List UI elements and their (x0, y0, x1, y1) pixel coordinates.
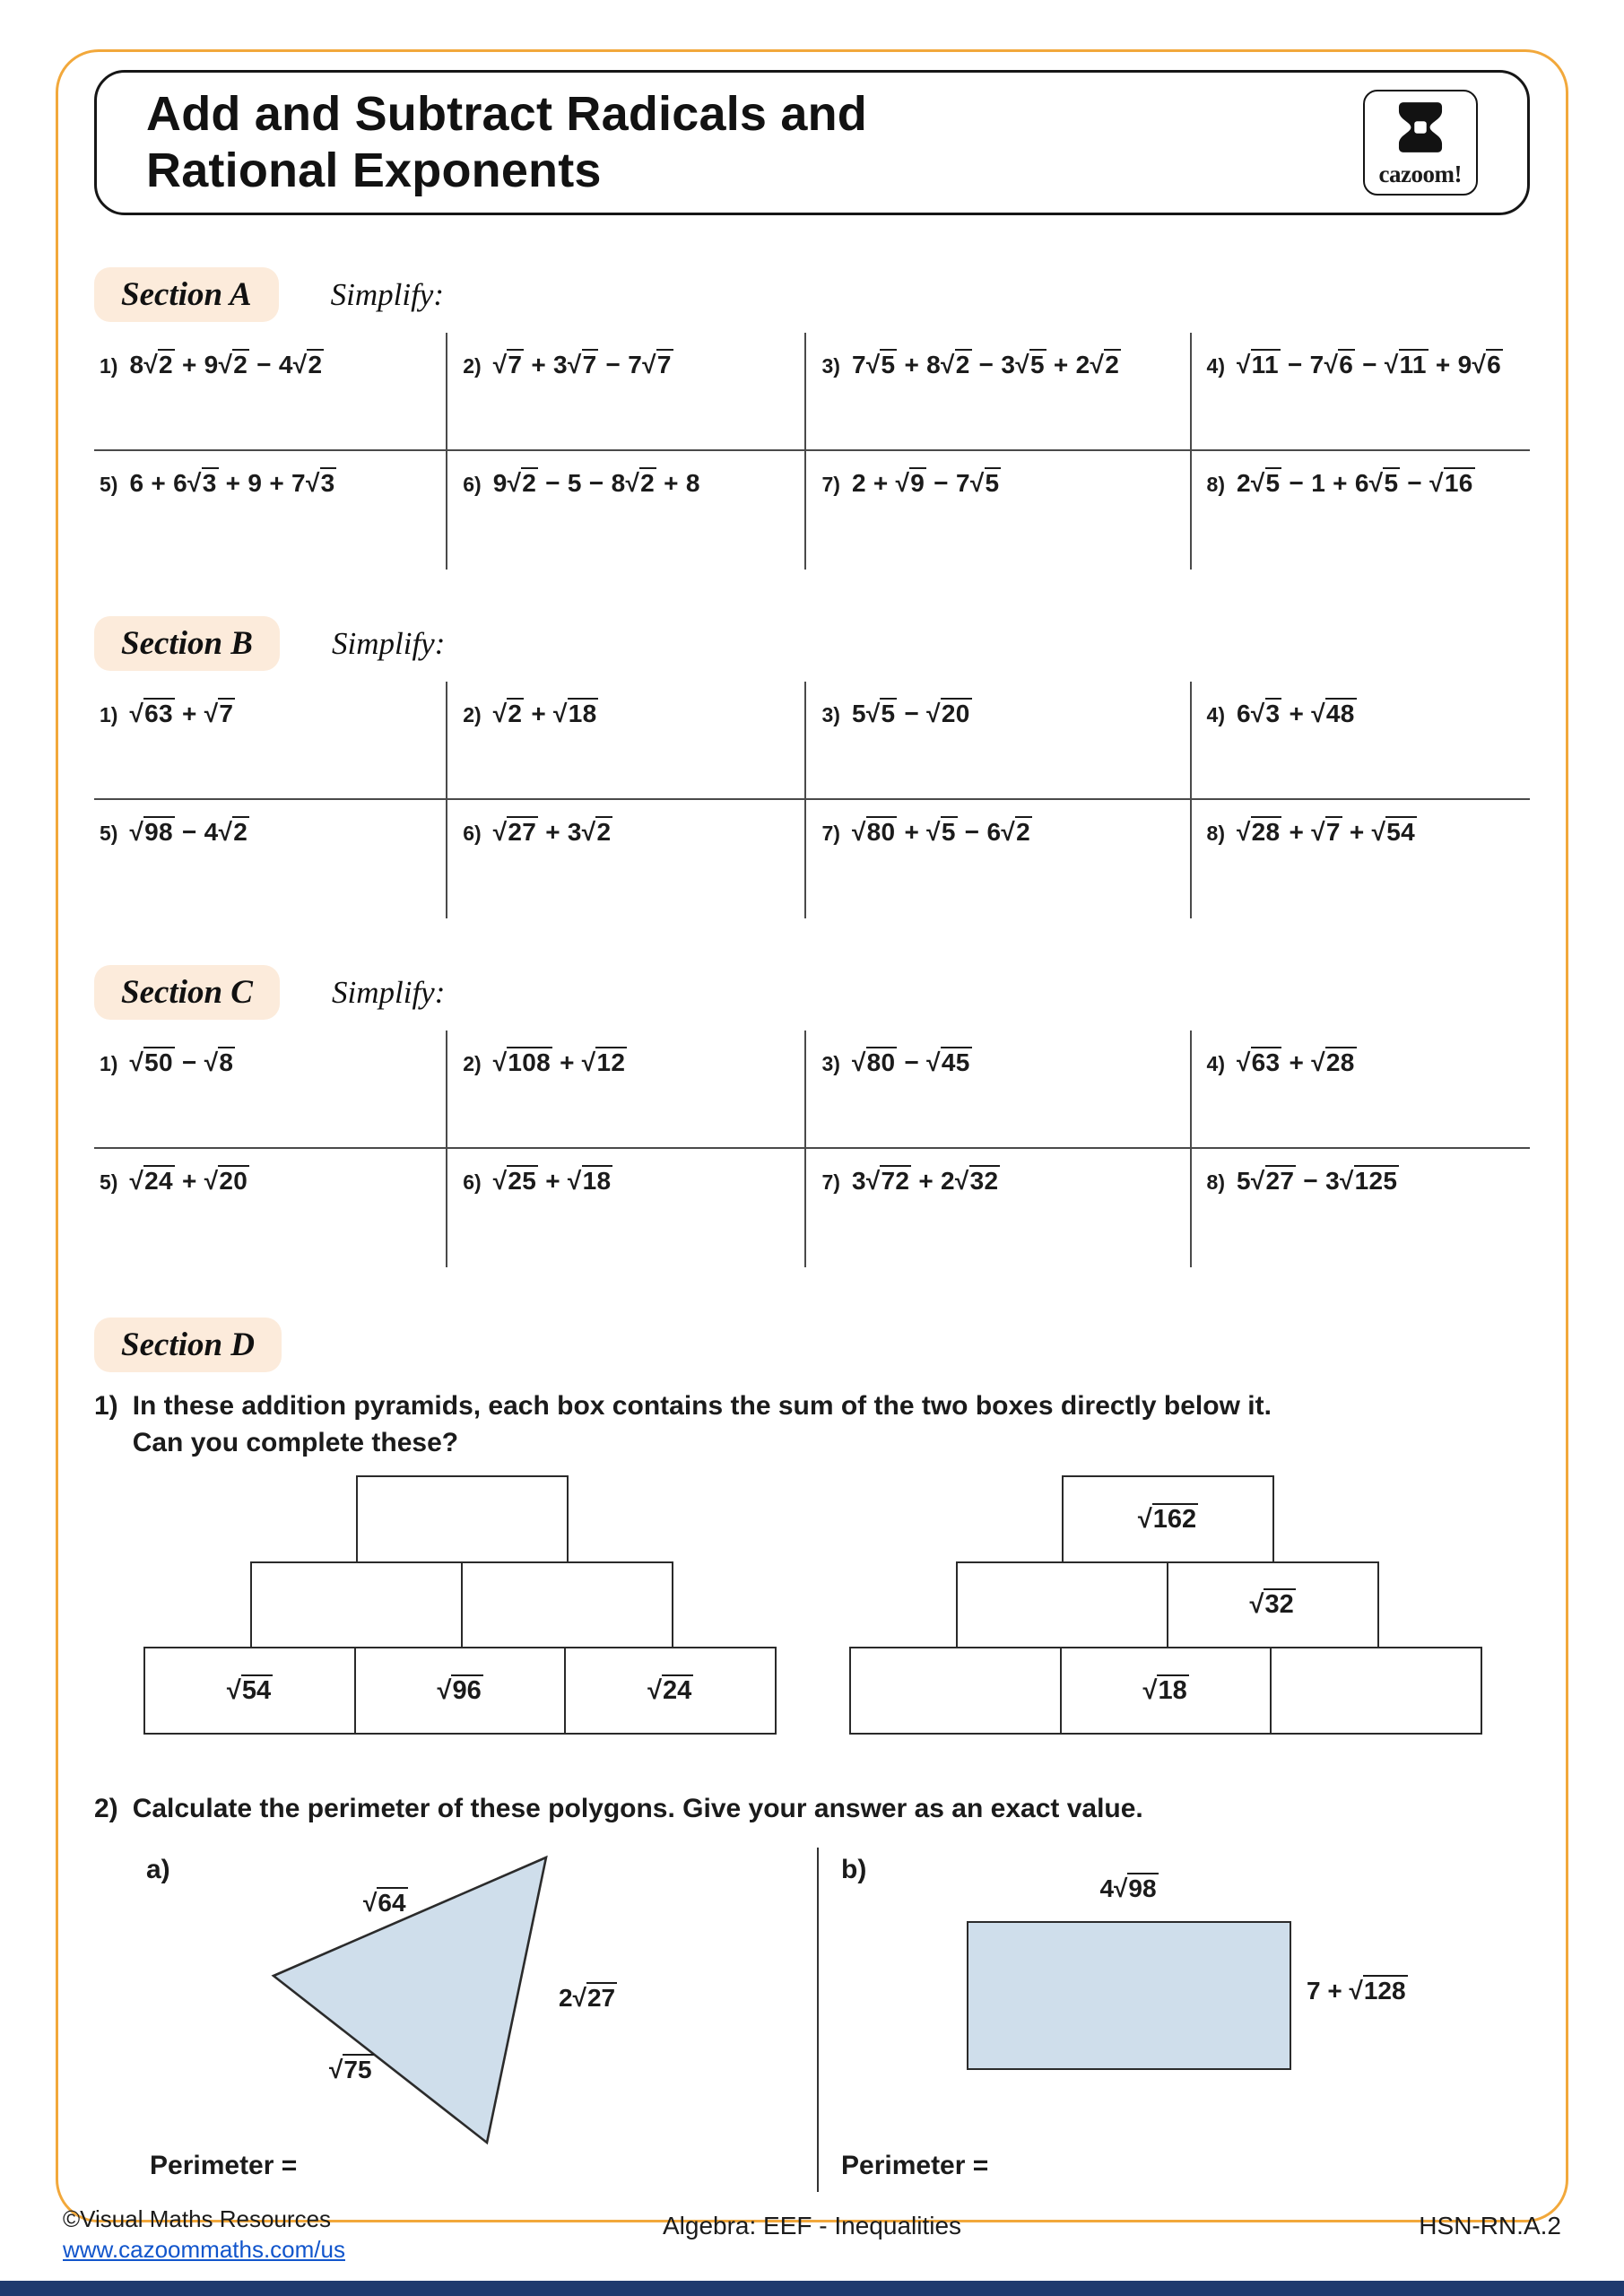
problem-b-4 (1190, 682, 1530, 800)
problem-a-8 (1190, 451, 1530, 570)
pyramid-right-bottom-box-3 (1270, 1647, 1482, 1735)
problem-expression: √108 + √12 (492, 1048, 626, 1076)
sqrt-radical: √32 (954, 1167, 999, 1195)
sqrt-radical: √7 (492, 351, 523, 378)
section-b-instruction: Simplify: (332, 626, 446, 661)
pyramid-left-bottom-box-1 (143, 1647, 356, 1735)
problem-number: 1) (100, 703, 118, 726)
problem-number: 7) (821, 822, 840, 845)
question-2 (94, 1791, 1530, 1828)
sqrt-radical: √80 (851, 1048, 896, 1076)
problem-b-1 (94, 682, 446, 800)
problem-c-4 (1190, 1031, 1530, 1149)
sqrt-radical: √2 (507, 469, 537, 497)
sqrt-radical: √27 (572, 1983, 616, 2012)
problem-number: 6) (463, 473, 482, 496)
section-c-instruction: Simplify: (332, 975, 446, 1010)
sqrt-radical: √54 (226, 1675, 272, 1705)
sqrt-radical: √108 (492, 1048, 551, 1076)
polygon-b-label: b) (841, 1854, 867, 1884)
problem-expression: √80 − √45 (851, 1048, 970, 1076)
problem-expression: √11 − 7√6 − √11 + 9√6 (1237, 351, 1502, 378)
problem-a-5 (94, 451, 446, 570)
sqrt-radical: √6 (1324, 351, 1354, 378)
cazoom-logo-icon (1398, 100, 1443, 159)
sqrt-radical: √6 (1472, 351, 1502, 378)
problem-expression: √25 + √18 (492, 1167, 612, 1195)
pyramid-left-bottom-box-3 (564, 1647, 777, 1735)
page-title-line2: Rational Exponents (146, 144, 602, 197)
sqrt-radical: √162 (1137, 1504, 1197, 1534)
sqrt-radical: √128 (1349, 1976, 1406, 2005)
sqrt-radical: √54 (1371, 818, 1416, 846)
page-title (146, 86, 867, 199)
bottom-accent-bar (0, 2281, 1624, 2296)
problem-c-5 (94, 1149, 446, 1267)
problem-number: 3) (821, 703, 840, 726)
sqrt-radical: √24 (129, 1167, 173, 1195)
page-title-line1: Add and Subtract Radicals and (146, 86, 867, 141)
problem-number: 7) (821, 1170, 840, 1194)
sqrt-radical: √2 (218, 351, 248, 378)
problem-number: 1) (100, 354, 118, 378)
problem-number: 8) (1206, 822, 1225, 845)
sqrt-radical: √98 (1114, 1874, 1157, 1902)
rectangle-right-label: 7 + √128 (1307, 1976, 1406, 2005)
problem-a-6 (446, 451, 804, 570)
rectangle-shape (967, 1921, 1291, 2070)
polygon-a-label: a) (146, 1854, 170, 1884)
triangle-side-top-label (363, 1889, 408, 1918)
pyramid-left (143, 1475, 777, 1735)
problem-c-6 (446, 1149, 804, 1267)
problem-b-8 (1190, 800, 1530, 918)
problem-a-1 (94, 333, 446, 451)
pyramid-left-top-box (356, 1475, 569, 1563)
problem-expression: 8√2 + 9√2 − 4√2 (129, 351, 323, 378)
section-c-problems (94, 1031, 1530, 1267)
sqrt-radical: √125 (1339, 1167, 1398, 1195)
triangle-figure (229, 1851, 668, 2167)
triangle-side-bottom-label (329, 2056, 374, 2084)
problem-expression: √80 + √5 − 6√2 (851, 818, 1030, 846)
problem-number: 5) (100, 473, 118, 496)
sqrt-radical: √7 (567, 351, 597, 378)
problem-number: 8) (1206, 473, 1225, 496)
pyramid-left-middle-box-1 (250, 1561, 463, 1649)
sqrt-radical: √5 (1368, 469, 1399, 497)
sqrt-radical: √25 (492, 1167, 537, 1195)
section-b-heading (94, 616, 1530, 671)
sqrt-radical: √7 (204, 700, 234, 727)
sqrt-radical: √2 (625, 469, 656, 497)
problem-number: 3) (821, 1052, 840, 1075)
sqrt-radical: √2 (218, 818, 248, 846)
pyramid-left-bottom-box-2 (354, 1647, 567, 1735)
problem-expression: √28 + √7 + √54 (1237, 818, 1416, 846)
problem-expression: √2 + √18 (492, 700, 597, 727)
problem-b-2 (446, 682, 804, 800)
sqrt-radical: √16 (1429, 469, 1473, 497)
addition-pyramids (94, 1475, 1530, 1746)
sqrt-radical: √5 (1015, 351, 1045, 378)
footer (63, 2205, 1561, 2266)
problem-c-8 (1190, 1149, 1530, 1267)
problem-c-3 (804, 1031, 1189, 1149)
pyramid-left-middle-box-2 (461, 1561, 673, 1649)
problem-number: 2) (463, 1052, 482, 1075)
sqrt-radical: √48 (1311, 700, 1355, 727)
problem-number: 1) (100, 1052, 118, 1075)
sqrt-radical: √32 (1249, 1590, 1294, 1620)
sqrt-radical: √20 (204, 1167, 248, 1195)
question-2-number: 2) (94, 1794, 118, 1823)
pyramid-right-bottom-box-1 (849, 1647, 1062, 1735)
sqrt-radical: √28 (1311, 1048, 1355, 1076)
problem-number: 7) (821, 473, 840, 496)
sqrt-radical: √63 (129, 700, 173, 727)
sqrt-radical: √7 (1311, 818, 1341, 846)
footer-standard-code: HSN-RN.A.2 (1419, 2212, 1561, 2240)
column-divider (817, 1848, 819, 2192)
pyramid-right-middle-box-2 (1167, 1561, 1379, 1649)
section-d-label: Section D (94, 1318, 282, 1372)
sqrt-radical: √5 (865, 700, 896, 727)
sqrt-radical: √63 (1237, 1048, 1281, 1076)
problem-b-6 (446, 800, 804, 918)
perimeter-b-label: Perimeter = (841, 2150, 989, 2180)
problem-expression: √63 + √28 (1237, 1048, 1355, 1076)
sqrt-radical: √2 (292, 351, 323, 378)
sqrt-radical: √27 (1250, 1167, 1295, 1195)
rectangle-top-label: 4√98 (1099, 1874, 1157, 1902)
sqrt-radical: √7 (642, 351, 672, 378)
problem-expression: √63 + √7 (129, 700, 234, 727)
problem-a-2 (446, 333, 804, 451)
section-a-problems (94, 333, 1530, 570)
problem-number: 5) (100, 1170, 118, 1194)
sqrt-radical: √75 (329, 2055, 372, 2083)
problem-a-4 (1190, 333, 1530, 451)
problem-expression: √98 − 4√2 (129, 818, 248, 846)
footer-topic-label: Algebra: EEF - Inequalities (662, 2212, 962, 2240)
problem-number: 4) (1206, 354, 1225, 378)
sqrt-radical: √28 (1237, 818, 1281, 846)
problem-a-7 (804, 451, 1189, 570)
problem-b-5 (94, 800, 446, 918)
polygon-perimeter-area (94, 1851, 1530, 2208)
triangle-side-right-label: 2√27 (559, 1983, 616, 2012)
problem-c-7 (804, 1149, 1189, 1267)
problem-expression: 5√27 − 3√125 (1237, 1167, 1398, 1195)
problem-number: 8) (1206, 1170, 1225, 1194)
problem-expression: 3√72 + 2√32 (851, 1167, 999, 1195)
sqrt-radical: √5 (1250, 469, 1281, 497)
problem-b-3 (804, 682, 1189, 800)
pyramid-right-middle-box-1 (956, 1561, 1168, 1649)
pyramid-right-bottom-box-2 (1060, 1647, 1272, 1735)
sqrt-radical: √2 (143, 351, 173, 378)
sqrt-radical: √96 (437, 1675, 482, 1705)
problem-c-2 (446, 1031, 804, 1149)
sqrt-radical: √20 (926, 700, 970, 727)
sqrt-radical: √3 (1250, 700, 1281, 727)
problem-number: 6) (463, 822, 482, 845)
problem-expression: √27 + 3√2 (492, 818, 612, 846)
section-c-heading (94, 965, 1530, 1020)
sqrt-radical: √5 (969, 469, 1000, 497)
question-1-text-line2: Can you complete these? (132, 1427, 459, 1457)
problem-c-1 (94, 1031, 446, 1149)
problem-expression: 9√2 − 5 − 8√2 + 8 (492, 469, 700, 497)
sqrt-radical: √2 (941, 351, 970, 378)
sqrt-radical: √64 (363, 1888, 406, 1917)
sqrt-radical: √8 (204, 1048, 234, 1076)
sqrt-radical: √3 (187, 469, 217, 497)
sqrt-radical: √98 (129, 818, 173, 846)
cazoom-logo-text: cazoom! (1378, 161, 1462, 187)
problem-expression: √24 + √20 (129, 1167, 248, 1195)
header (94, 70, 1530, 215)
problem-a-3 (804, 333, 1189, 451)
sqrt-radical: √18 (1142, 1675, 1187, 1705)
cazoom-logo (1363, 90, 1478, 196)
sqrt-radical: √27 (492, 818, 537, 846)
sqrt-radical: √9 (895, 469, 925, 497)
problem-number: 4) (1206, 703, 1225, 726)
question-1-number: 1) (94, 1391, 118, 1421)
problem-number: 6) (463, 1170, 482, 1194)
question-1 (94, 1388, 1530, 1461)
problem-expression: 6√3 + √48 (1237, 700, 1355, 727)
problem-number: 2) (463, 703, 482, 726)
problem-expression: 7√5 + 8√2 − 3√5 + 2√2 (851, 351, 1120, 378)
sqrt-radical: √2 (1090, 351, 1120, 378)
sqrt-radical: √24 (647, 1675, 692, 1705)
sqrt-radical: √80 (851, 818, 896, 846)
sqrt-radical: √72 (865, 1167, 910, 1195)
problem-expression: 5√5 − √20 (851, 700, 970, 727)
section-a-label: Section A (94, 267, 279, 322)
sqrt-radical: √11 (1237, 351, 1279, 378)
copyright-text: ©Visual Maths Resources (63, 2205, 332, 2233)
section-a-instruction: Simplify: (330, 277, 444, 312)
problem-number: 5) (100, 822, 118, 845)
section-b-problems (94, 682, 1530, 918)
sqrt-radical: √5 (865, 351, 896, 378)
problem-expression: √50 − √8 (129, 1048, 234, 1076)
problem-number: 2) (463, 354, 482, 378)
sqrt-radical: √12 (581, 1048, 626, 1076)
section-b-label: Section B (94, 616, 280, 671)
sqrt-radical: √18 (553, 700, 597, 727)
problem-b-7 (804, 800, 1189, 918)
sqrt-radical: √5 (926, 818, 956, 846)
sqrt-radical: √2 (1001, 818, 1030, 846)
problem-expression: √7 + 3√7 − 7√7 (492, 351, 672, 378)
section-c-label: Section C (94, 965, 280, 1020)
section-a-heading (94, 267, 1530, 322)
sqrt-radical: √18 (567, 1167, 612, 1195)
website-link[interactable]: www.cazoommaths.com/us (63, 2236, 345, 2264)
sqrt-radical: √2 (581, 818, 612, 846)
sqrt-radical: √45 (926, 1048, 970, 1076)
perimeter-a-label: Perimeter = (150, 2150, 298, 2180)
question-1-text-line1: In these addition pyramids, each box contains the sum of the two boxes directly below it. (132, 1391, 1272, 1421)
question-2-text: Calculate the perimeter of these polygons. Give your answer as an exact value. (132, 1794, 1143, 1823)
problem-number: 4) (1206, 1052, 1225, 1075)
problem-number: 3) (821, 354, 840, 378)
sqrt-radical: √2 (492, 700, 523, 727)
problem-expression: 6 + 6√3 + 9 + 7√3 (129, 469, 335, 497)
section-d-heading (94, 1318, 1530, 1372)
problem-expression: 2√5 − 1 + 6√5 − √16 (1237, 469, 1473, 497)
problem-expression: 2 + √9 − 7√5 (851, 469, 1000, 497)
sqrt-radical: √3 (305, 469, 335, 497)
sqrt-radical: √11 (1384, 351, 1427, 378)
pyramid-right (849, 1475, 1482, 1735)
pyramid-right-top-box (1062, 1475, 1274, 1563)
sqrt-radical: √50 (129, 1048, 173, 1076)
